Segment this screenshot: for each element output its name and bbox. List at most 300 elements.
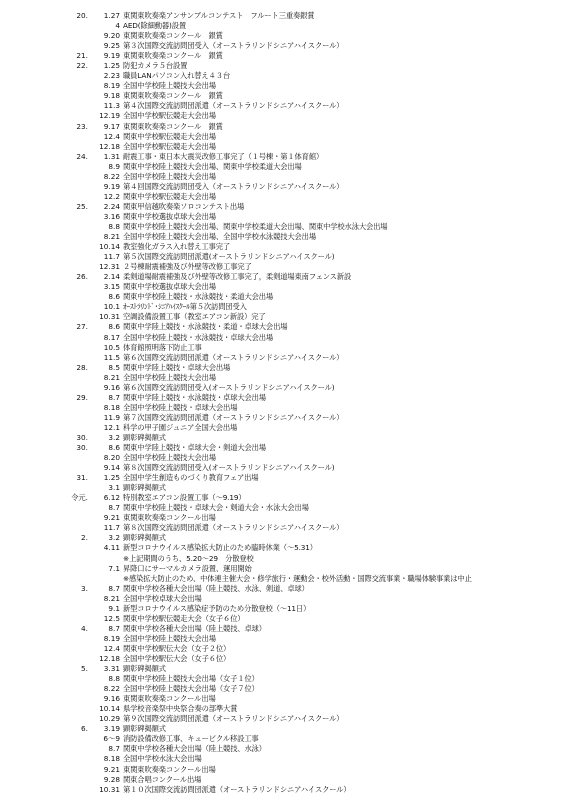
row-event: ※感染拡大防止のため、中体連主催大会・修学旅行・運動会・校外活動・国際交流事業・職場体験事業は中止 xyxy=(123,573,472,583)
row-event: 全国中学校陸上競技・卓球大会出場 xyxy=(123,402,238,412)
row-date: 9.28 xyxy=(103,774,120,784)
row-event: 第９次国際交流訪問団派遣（オーストラリンドシニアハイスクール） xyxy=(123,714,344,724)
history-row xyxy=(62,463,577,473)
row-year xyxy=(62,31,88,41)
history-row xyxy=(62,393,577,403)
history-row xyxy=(62,654,577,664)
row-date: 12.4 xyxy=(103,643,120,653)
row-event: 関東中学陸上競技・卓球大会・剣道大会出場 xyxy=(123,443,266,453)
history-row xyxy=(62,373,577,383)
row-event: 顕彰碑掲額式 xyxy=(123,724,166,734)
history-row xyxy=(62,142,577,152)
row-date: 3.2 xyxy=(108,432,120,442)
row-event: 全国中学校陸上競技・水泳競技・卓球大会出場 xyxy=(123,332,274,342)
row-date: 9.19 xyxy=(103,181,120,191)
row-event: 全国中学校陸上競技大会出場 xyxy=(123,372,216,382)
row-event: 関東中学校駅伝競走大会（女子６位） xyxy=(123,613,245,623)
row-year xyxy=(62,574,88,584)
history-row xyxy=(62,453,577,463)
row-year xyxy=(62,744,88,754)
history-row xyxy=(62,473,577,483)
row-event: 教室強化ガラス入れ替え工事完了 xyxy=(123,242,230,252)
row-event: 東関東吹奏楽コンクール 銀賞 xyxy=(123,91,223,101)
row-date: 11.5 xyxy=(103,352,120,362)
history-row xyxy=(62,312,577,322)
row-date: 6～9 xyxy=(103,734,120,744)
row-date: 1.27 xyxy=(103,11,120,20)
history-row xyxy=(62,81,577,91)
row-year xyxy=(62,302,88,312)
row-year xyxy=(62,453,88,463)
row-event: 関東中学校陸上競技大会出場（女子１位） xyxy=(123,674,259,684)
history-row xyxy=(62,91,577,101)
row-date: 10.14 xyxy=(99,704,120,714)
row-event: ※上記期間のうち、5.20～29 分散登校 xyxy=(123,553,254,563)
history-row xyxy=(62,232,577,242)
row-year: 26. xyxy=(76,272,88,282)
history-row xyxy=(62,132,577,142)
row-year xyxy=(62,594,88,604)
row-event: 全国中学校駅伝競走大会出場 xyxy=(123,141,216,151)
row-event: 東関東吹奏楽コンクール 銀賞 xyxy=(123,121,223,131)
row-event: 全国中学校水泳大会出場 xyxy=(123,754,202,764)
row-event: 新型コロナウイルス感染拡大防止のため臨時休業（～5.31） xyxy=(123,543,317,553)
row-year xyxy=(62,413,88,423)
row-event: 顕彰碑掲額式 xyxy=(123,533,166,543)
row-date: 8.7 xyxy=(108,744,120,754)
history-row xyxy=(62,664,577,674)
history-row xyxy=(62,554,577,564)
row-date: 11.9 xyxy=(103,412,120,422)
row-date: 9.16 xyxy=(103,694,120,704)
row-date: 10.14 xyxy=(99,242,120,252)
history-row xyxy=(62,162,577,172)
row-year xyxy=(62,523,88,533)
row-event: 関東中学校陸上競技・卓球大会・剣道大会・水泳大会出場 xyxy=(123,503,309,513)
history-row xyxy=(62,292,577,302)
row-date: 8.21 xyxy=(103,372,120,382)
row-year: 22. xyxy=(76,61,88,71)
row-date: 9.21 xyxy=(103,513,120,523)
row-year: 20. xyxy=(76,11,88,20)
row-date xyxy=(88,554,123,564)
row-date: 8.6 xyxy=(108,322,120,332)
history-row xyxy=(62,333,577,343)
row-year: 27. xyxy=(76,322,88,332)
row-year xyxy=(62,343,88,353)
history-row xyxy=(62,152,577,162)
row-year xyxy=(62,754,88,764)
history-row xyxy=(62,785,577,795)
row-event: 関東中学校陸上競技大会出場、関東中学校柔道大会出場 xyxy=(123,161,302,171)
row-year xyxy=(62,513,88,523)
history-row xyxy=(62,634,577,644)
row-event: 全国中学校陸上競技大会出場 xyxy=(123,633,216,643)
row-year xyxy=(62,634,88,644)
history-row xyxy=(62,111,577,121)
row-date: 8.21 xyxy=(103,593,120,603)
row-date: 9.14 xyxy=(103,463,120,473)
row-date: 4.11 xyxy=(103,543,120,553)
row-event: 東関東吹奏楽コンクール 銀賞 xyxy=(123,31,223,41)
history-row xyxy=(62,61,577,71)
history-row xyxy=(62,714,577,724)
row-year xyxy=(62,775,88,785)
history-row xyxy=(62,272,577,282)
row-event: 全国中学校卓球大会出場 xyxy=(123,593,202,603)
row-date: 8.22 xyxy=(103,684,120,694)
row-year xyxy=(62,252,88,262)
row-year xyxy=(62,353,88,363)
row-date: 8.6 xyxy=(108,443,120,453)
row-year xyxy=(62,81,88,91)
row-date: 3.1 xyxy=(108,483,120,493)
row-event: ｵｰｽﾄﾗﾘﾝﾄﾞ･ｼﾆｱﾊｲｽｸｰﾙ第５次訪問団受入 xyxy=(123,302,247,312)
row-date: 9.20 xyxy=(103,31,120,41)
history-row xyxy=(62,604,577,614)
history-row xyxy=(62,262,577,272)
row-event: 科学の甲子園ジュニア全国大会出場 xyxy=(123,422,238,432)
row-year xyxy=(62,403,88,413)
row-event: 関東中学陸上競技・水泳競技・卓球大会出場 xyxy=(123,392,266,402)
row-event: 顕彰碑掲額式 xyxy=(123,432,166,442)
row-year: 29. xyxy=(76,392,88,402)
row-year xyxy=(62,714,88,724)
row-event: 全国中学校陸上競技大会出場 xyxy=(123,453,216,463)
row-date: 10.29 xyxy=(99,714,120,724)
row-year xyxy=(62,232,88,242)
row-year xyxy=(62,785,88,795)
row-year xyxy=(62,543,88,553)
row-date: 8.7 xyxy=(108,623,120,633)
row-date: 11.3 xyxy=(103,101,120,111)
history-row xyxy=(62,724,577,734)
row-year: 23. xyxy=(76,121,88,131)
row-event: 新型コロナウイルス感染症予防のため分散登校（～11日） xyxy=(123,603,311,613)
row-date: 8.5 xyxy=(108,362,120,372)
history-row xyxy=(62,694,577,704)
history-row xyxy=(62,503,577,513)
history-row xyxy=(62,353,577,363)
row-date: 8.7 xyxy=(108,392,120,402)
history-row xyxy=(62,31,577,41)
row-event: 東関東吹奏楽コンクール出場 xyxy=(123,513,216,523)
row-year xyxy=(62,172,88,182)
history-row xyxy=(62,674,577,684)
row-date: 1.25 xyxy=(103,473,120,483)
row-year xyxy=(62,644,88,654)
row-date: 9.25 xyxy=(103,41,120,51)
row-date: 12.1 xyxy=(103,422,120,432)
row-date: 9.17 xyxy=(103,121,120,131)
row-year xyxy=(62,282,88,292)
row-event: 防犯カメラ５台設置 xyxy=(123,61,188,71)
history-row xyxy=(62,11,577,21)
history-row xyxy=(62,775,577,785)
history-row xyxy=(62,734,577,744)
row-year xyxy=(62,684,88,694)
row-year xyxy=(62,704,88,714)
row-event: 関東中学校選抜卓球大会出場 xyxy=(123,282,216,292)
row-year xyxy=(62,614,88,624)
row-date: 8.18 xyxy=(103,754,120,764)
history-list xyxy=(62,11,577,795)
row-date: 3.15 xyxy=(103,282,120,292)
row-date xyxy=(88,574,123,584)
row-event: 全国中学校陸上競技大会出場、全国中学校水泳競技大会出場 xyxy=(123,232,316,242)
row-year xyxy=(62,111,88,121)
row-event: 県学校音楽祭中央祭合奏の部準大賞 xyxy=(123,704,238,714)
history-row xyxy=(62,222,577,232)
row-event: 体育館照明落下防止工事 xyxy=(123,342,202,352)
history-row xyxy=(62,343,577,353)
row-year xyxy=(62,734,88,744)
history-row xyxy=(62,403,577,413)
row-date: 8.21 xyxy=(103,232,120,242)
history-row xyxy=(62,51,577,61)
row-event: 第７次国際交流訪問団派遣（オーストラリンドシニアハイスクール） xyxy=(123,412,344,422)
history-row xyxy=(62,433,577,443)
row-event: 関東中学校陸上競技大会出場、関東中学校柔道大会出場、関東中学校水泳大会出場 xyxy=(123,221,388,231)
row-year xyxy=(62,142,88,152)
row-date: 1.25 xyxy=(103,61,120,71)
history-row xyxy=(62,71,577,81)
row-year: 24. xyxy=(76,151,88,161)
history-row xyxy=(62,192,577,202)
row-event: 関東中学校陸上競技・水泳競技・柔道大会出場 xyxy=(123,292,274,302)
row-date: 10.5 xyxy=(103,342,120,352)
row-event: 特別教室エアコン設置工事（～9.19） xyxy=(123,493,246,503)
history-row xyxy=(62,513,577,523)
history-row xyxy=(62,322,577,332)
row-date: 8.20 xyxy=(103,453,120,463)
row-year: 令元. xyxy=(71,493,88,503)
history-row xyxy=(62,624,577,634)
row-date: 8.8 xyxy=(108,221,120,231)
row-year xyxy=(62,91,88,101)
row-event: 第８次国際交流訪問団派遣（オーストラリンドシニアハイスクール） xyxy=(123,523,344,533)
row-year xyxy=(62,132,88,142)
row-date: 12.5 xyxy=(103,613,120,623)
history-row xyxy=(62,252,577,262)
row-event: AED(除細動器)設置 xyxy=(123,21,187,31)
row-event: 昇降口にサーマルカメラ設置、運用開始 xyxy=(123,563,252,573)
row-year xyxy=(62,564,88,574)
row-event: 顕彰碑掲額式 xyxy=(123,664,166,674)
row-year xyxy=(62,212,88,222)
row-event: 第４回国際交流訪問団受入（オーストラリンドシニアハイスクール） xyxy=(123,181,344,191)
row-year xyxy=(62,242,88,252)
row-year xyxy=(62,604,88,614)
row-date: 12.18 xyxy=(99,141,120,151)
row-year xyxy=(62,21,88,31)
row-date: 8.19 xyxy=(103,81,120,91)
row-date: 12.31 xyxy=(99,262,120,272)
history-row xyxy=(62,41,577,51)
history-row xyxy=(62,644,577,654)
history-row xyxy=(62,543,577,553)
row-year: 4. xyxy=(81,623,88,633)
row-event: 全国中学校駅伝大会（女子６位） xyxy=(123,654,231,663)
row-event: 第６次国際交流訪問団派遣（オーストラリンドシニアハイスクール） xyxy=(123,352,344,362)
history-row xyxy=(62,101,577,111)
row-year: 21. xyxy=(76,51,88,61)
row-event: 第５次国際交流訪問団派遣(オーストラリンドシニアハイスクール) xyxy=(123,252,335,262)
row-event: 第４次国際交流訪問団派遣（オーストラリンドシニアハイスクール） xyxy=(123,101,344,111)
row-event: 全国中学校陸上競技大会出場（女子７位） xyxy=(123,684,259,694)
row-year xyxy=(62,674,88,684)
row-year xyxy=(62,192,88,202)
row-date: 8.6 xyxy=(108,292,120,302)
row-date: 8.17 xyxy=(103,332,120,342)
row-event: 全国中学生創造ものづくり教育フェア出場 xyxy=(123,473,259,483)
history-row xyxy=(62,564,577,574)
history-row xyxy=(62,172,577,182)
row-event: 関東中学校駅伝競走大会出場 xyxy=(123,131,216,141)
row-event: 関東甲信越吹奏楽ソロコンテスト出場 xyxy=(123,201,245,211)
row-event: 耐震工事・東日本大震災改修工事完了（１号棟・第１体育館） xyxy=(123,151,324,161)
row-date: 11.7 xyxy=(103,523,120,533)
row-year xyxy=(62,463,88,473)
row-event: 関東合唱コンクール出場 xyxy=(123,774,202,784)
row-event: ２号棟耐震補強及び外壁等改修工事完了 xyxy=(123,262,252,272)
row-date: 4 xyxy=(115,21,120,31)
row-date: 8.18 xyxy=(103,402,120,412)
history-row xyxy=(62,754,577,764)
row-date: 8.7 xyxy=(108,503,120,513)
history-row xyxy=(62,282,577,292)
history-row xyxy=(62,21,577,31)
row-event: 空調設備設置工事（教室エアコン新設）完了 xyxy=(123,312,266,322)
history-row xyxy=(62,483,577,493)
row-year: 5. xyxy=(81,664,88,674)
row-date: 3.16 xyxy=(103,211,120,221)
history-row xyxy=(62,614,577,624)
row-event: 第８次国際交流訪問団受入(オーストラリンドシニアハイスクール) xyxy=(123,463,335,473)
row-date: 8.19 xyxy=(103,633,120,643)
row-year xyxy=(62,654,88,664)
row-event: 全国中学校駅伝競走大会出場 xyxy=(123,111,216,121)
row-event: 関東中学校各種大会出場（陸上競技、水泳） xyxy=(123,744,266,754)
row-event: 東関東吹奏楽アンサンブルコンテスト フルート三重奏銀賞 xyxy=(123,11,315,20)
history-row xyxy=(62,704,577,714)
row-year: 30. xyxy=(76,432,88,442)
row-date: 10.31 xyxy=(99,784,120,794)
row-event: 職員LANパソコン入れ替え４３台 xyxy=(123,71,230,81)
row-date: 2.14 xyxy=(103,272,120,282)
row-date: 12.19 xyxy=(99,111,120,121)
row-date: 12.4 xyxy=(103,131,120,141)
row-year xyxy=(62,71,88,81)
history-row xyxy=(62,684,577,694)
row-event: 関東中学校駅伝競走大会出場 xyxy=(123,191,216,201)
row-date: 9.21 xyxy=(103,764,120,774)
row-year xyxy=(62,182,88,192)
history-row xyxy=(62,212,577,222)
row-date: 9.16 xyxy=(103,382,120,392)
row-year xyxy=(62,333,88,343)
row-year xyxy=(62,503,88,513)
row-date: 6.12 xyxy=(103,493,120,503)
row-year: 30. xyxy=(76,443,88,453)
row-event: 顕彰碑掲額式 xyxy=(123,483,166,493)
row-date: 2.24 xyxy=(103,201,120,211)
row-year xyxy=(62,765,88,775)
row-year xyxy=(62,262,88,272)
row-date: 10.1 xyxy=(103,302,120,312)
history-row xyxy=(62,383,577,393)
row-event: 第６次国際交流訪問団受入(オーストラリンドシニアハイスクール) xyxy=(123,382,335,392)
row-date: 3.31 xyxy=(103,664,120,674)
row-year: 28. xyxy=(76,362,88,372)
history-row xyxy=(62,423,577,433)
row-year xyxy=(62,694,88,704)
row-event: 関東中学校各種大会出場（陸上競技、水泳、剣道、卓球） xyxy=(123,583,309,593)
row-date: 8.22 xyxy=(103,171,120,181)
row-event: 東関東吹奏楽コンクール出場 xyxy=(123,764,216,774)
row-year: 2. xyxy=(81,533,88,543)
row-date: 7.1 xyxy=(108,563,120,573)
row-year xyxy=(62,383,88,393)
history-row xyxy=(62,242,577,252)
row-year xyxy=(62,483,88,493)
row-event: 第１０次国際交流訪問団派遣（オーストラリンドシニアハイスクール） xyxy=(123,784,351,794)
row-year xyxy=(62,373,88,383)
row-year xyxy=(62,41,88,51)
row-year xyxy=(62,423,88,433)
row-year: 25. xyxy=(76,201,88,211)
history-row xyxy=(62,765,577,775)
row-event: 関東中学校駅伝大会（女子２位） xyxy=(123,643,231,653)
history-row xyxy=(62,182,577,192)
row-date: 12.2 xyxy=(103,191,120,201)
row-date: 9.1 xyxy=(108,603,120,613)
row-year xyxy=(62,162,88,172)
history-row xyxy=(62,493,577,503)
row-date: 3.2 xyxy=(108,533,120,543)
history-row xyxy=(62,584,577,594)
history-row xyxy=(62,413,577,423)
row-year xyxy=(62,554,88,564)
row-date: 1.31 xyxy=(103,151,120,161)
row-event: 消防設備改修工事、キュービクル移設工事 xyxy=(123,734,259,744)
history-row xyxy=(62,363,577,373)
history-row xyxy=(62,202,577,212)
history-row xyxy=(62,523,577,533)
row-event: 柔剣道場耐震補強及び外壁等改修工事完了，柔剣道場東南フェンス新設 xyxy=(123,272,352,282)
row-date: 3.19 xyxy=(103,724,120,734)
row-year xyxy=(62,222,88,232)
row-event: 関東中学校選抜卓球大会出場 xyxy=(123,211,216,221)
row-year: 3. xyxy=(81,583,88,593)
history-row xyxy=(62,574,577,584)
row-year: 6. xyxy=(81,724,88,734)
row-event: 関東中学陸上競技・水泳競技・柔道・卓球大会出場 xyxy=(123,322,288,332)
row-year xyxy=(62,312,88,322)
row-date: 10.31 xyxy=(99,312,120,322)
row-date: 11.7 xyxy=(103,252,120,262)
row-date: 8.9 xyxy=(108,161,120,171)
history-row xyxy=(62,533,577,543)
history-row xyxy=(62,443,577,453)
row-event: 全国中学校陸上競技大会出場 xyxy=(123,171,216,181)
row-event: 関東中学陸上競技・卓球大会出場 xyxy=(123,362,231,372)
row-event: 第３次国際交流訪問団受入（オーストラリンドシニアハイスクール） xyxy=(123,41,344,51)
row-date: 12.18 xyxy=(99,654,120,663)
row-event: 全国中学校陸上競技大会出場 xyxy=(123,81,216,91)
history-row xyxy=(62,594,577,604)
row-year xyxy=(62,292,88,302)
